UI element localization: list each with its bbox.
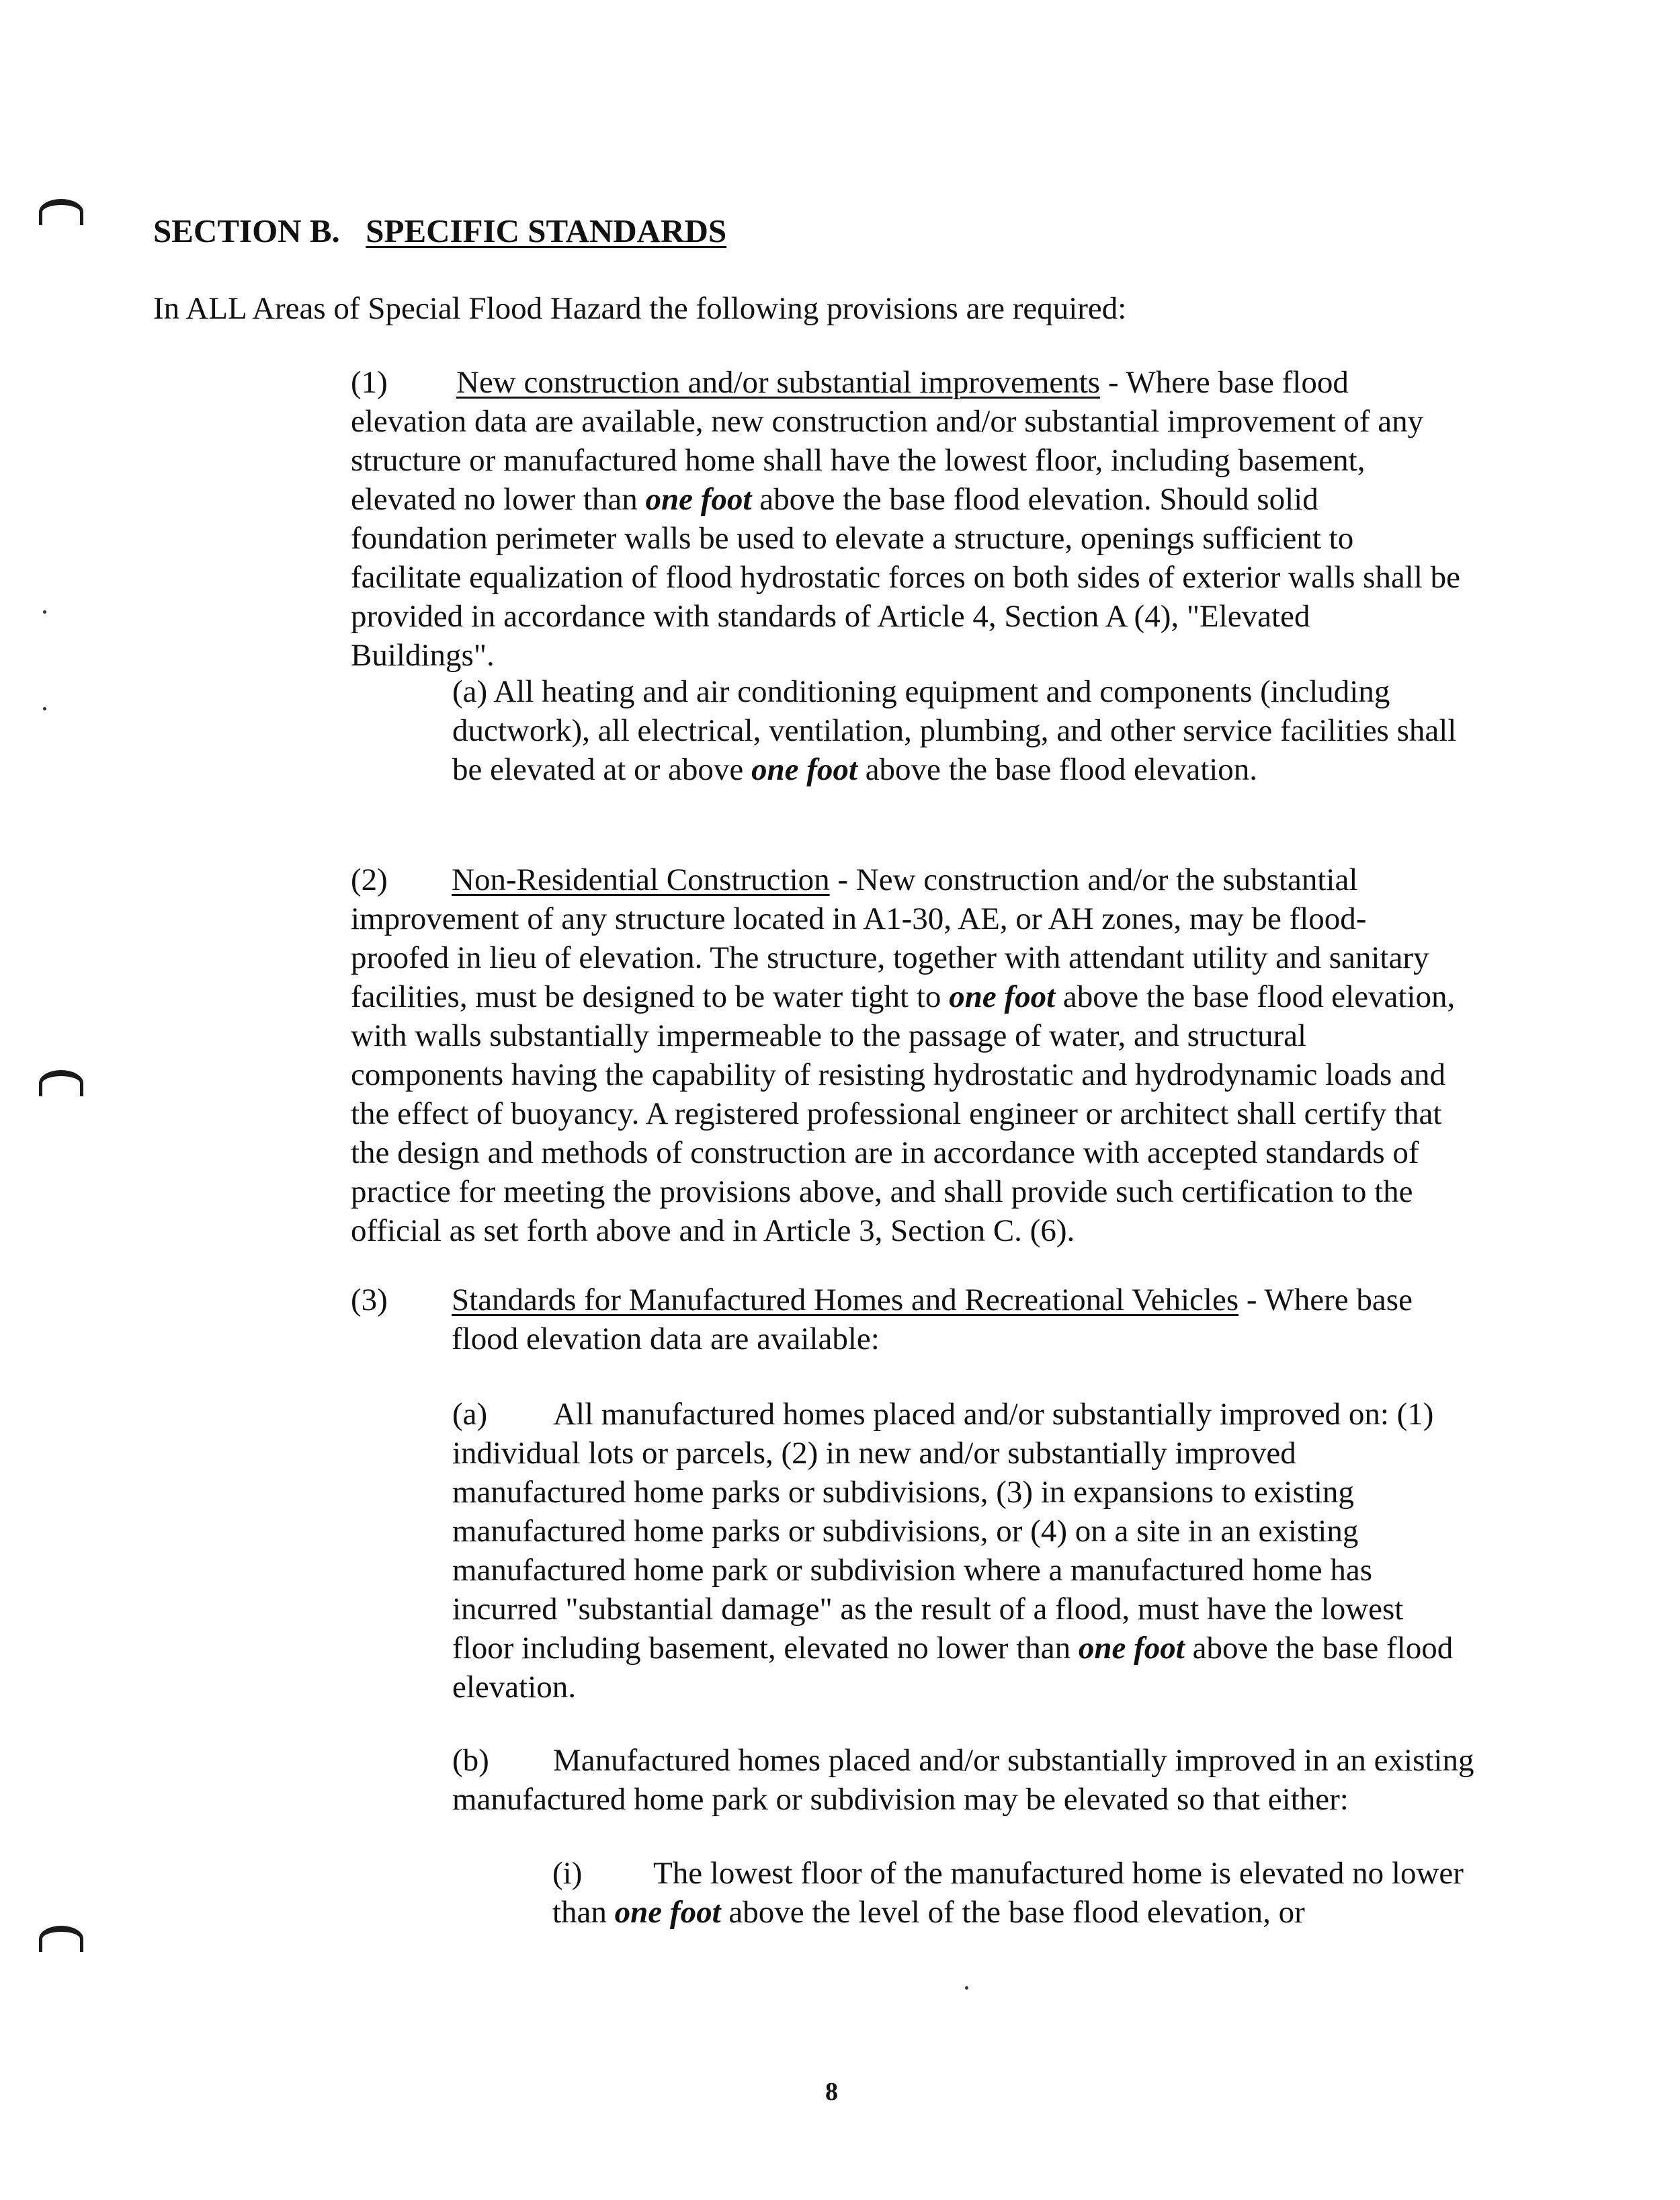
provision-3-sub-a: [452, 1395, 1561, 1707]
intro-text: In ALL Areas of Special Flood Hazard the following provisions are required:: [153, 291, 1127, 326]
text-line: practice for meeting the provisions above, and shall provide such certification to the: [351, 1174, 1413, 1209]
provision-title: Standards for Manufactured Homes and Recreational Vehicles: [452, 1282, 1239, 1317]
sub-label: (b): [452, 1743, 489, 1778]
text-line: facilities, must be designed to be water tight to one foot above the base flood elevation,: [351, 979, 1456, 1014]
text-line: flood elevation data are available:: [452, 1321, 880, 1356]
provision-1: [351, 363, 1547, 675]
text-line: proofed in lieu of elevation. The structure, together with attendant utility and sanitary: [351, 940, 1429, 975]
emphasis-one-foot: one foot: [1078, 1631, 1185, 1666]
text-line: than one foot above the level of the base flood elevation, or: [552, 1895, 1305, 1930]
text-line: - New construction and/or the substantial: [829, 862, 1358, 897]
provision-1-sub-a: [452, 672, 1554, 789]
sub-label: (a): [452, 1397, 488, 1432]
hole-punch-mark: [39, 1926, 83, 1952]
page-number: 8: [825, 2078, 838, 2106]
provision-number: (2): [351, 862, 388, 897]
text-line: Manufactured homes placed and/or substantially improved in an existing: [553, 1743, 1474, 1778]
text-line: floor including basement, elevated no lower than one foot above the base flood: [452, 1631, 1454, 1666]
provision-title: Non-Residential Construction: [452, 862, 830, 897]
provision-number: (1): [351, 365, 388, 400]
text-line: facilitate equalization of flood hydrostatic forces on both sides of exterior walls shall be: [351, 560, 1461, 595]
scan-speck: [965, 1986, 968, 1990]
text-line: components having the capability of resisting hydrostatic and hydrodynamic loads and: [351, 1057, 1445, 1092]
hole-punch-mark: [39, 1070, 83, 1096]
text-line: manufactured home park or subdivision where a manufactured home has: [452, 1553, 1373, 1588]
text-line: - Where base flood: [1100, 365, 1349, 400]
text-line: manufactured home park or subdivision may be elevated so that either:: [452, 1782, 1349, 1817]
text-line: the effect of buoyancy. A registered professional engineer or architect shall certify that: [351, 1096, 1442, 1131]
emphasis-one-foot: one foot: [645, 482, 752, 517]
text-line: the design and methods of construction are in accordance with accepted standards of: [351, 1135, 1419, 1170]
emphasis-one-foot: one foot: [949, 979, 1056, 1014]
provision-number: (3): [351, 1282, 388, 1317]
text-line: elevation.: [452, 1670, 577, 1705]
text-line: with walls substantially impermeable to the passage of water, and structural: [351, 1018, 1307, 1053]
text-line: elevation data are available, new construction and/or substantial improvement of any: [351, 404, 1424, 439]
text-line: ductwork), all electrical, ventilation, plumbing, and other service facilities shall: [452, 713, 1457, 748]
text-line: All manufactured homes placed and/or substantially improved on: (1): [553, 1397, 1434, 1432]
emphasis-one-foot: one foot: [614, 1895, 721, 1930]
text-line: (a) All heating and air conditioning equipment and components (including: [452, 674, 1390, 709]
section-heading: [153, 212, 726, 251]
provision-2: [351, 860, 1547, 1250]
text-line: foundation perimeter walls be used to elevate a structure, openings sufficient to: [351, 521, 1354, 556]
provision-title: New construction and/or substantial improvements: [456, 365, 1101, 400]
section-label: SECTION B.: [153, 212, 340, 249]
provision-3-sub-b: [452, 1741, 1561, 1819]
text-line: provided in accordance with standards of Article 4, Section A (4), "Elevated: [351, 599, 1310, 634]
text-line: individual lots or parcels, (2) in new and/or substantially improved: [452, 1436, 1296, 1471]
emphasis-one-foot: one foot: [751, 752, 857, 787]
section-title: SPECIFIC STANDARDS: [366, 212, 727, 249]
hole-punch-mark: [39, 199, 83, 225]
text-line: manufactured home parks or subdivisions, (3) in expansions to existing: [452, 1475, 1354, 1510]
text-line: manufactured home parks or subdivisions, or (4) on a site in an existing: [452, 1514, 1359, 1549]
text-line: structure or manufactured home shall have the lowest floor, including basement,: [351, 443, 1366, 478]
scan-speck: [43, 610, 46, 614]
text-line: be elevated at or above one foot above the base flood elevation.: [452, 752, 1258, 787]
text-line: improvement of any structure located in A1-30, AE, or AH zones, may be flood-: [351, 901, 1367, 936]
text-line: - Where base: [1238, 1282, 1413, 1317]
text-line: incurred "substantial damage" as the result of a flood, must have the lowest: [452, 1592, 1404, 1627]
text-line: official as set forth above and in Article 3, Section C. (6).: [351, 1213, 1075, 1248]
provision-3: [351, 1280, 1560, 1358]
text-line: The lowest floor of the manufactured home is elevated no lower: [653, 1856, 1464, 1891]
text-line: elevated no lower than one foot above the base flood elevation. Should solid: [351, 482, 1318, 517]
text-line: Buildings".: [351, 638, 495, 673]
sub-label: (i): [552, 1856, 583, 1891]
provision-3-sub-i: [552, 1854, 1560, 1932]
scan-speck: [43, 707, 46, 710]
